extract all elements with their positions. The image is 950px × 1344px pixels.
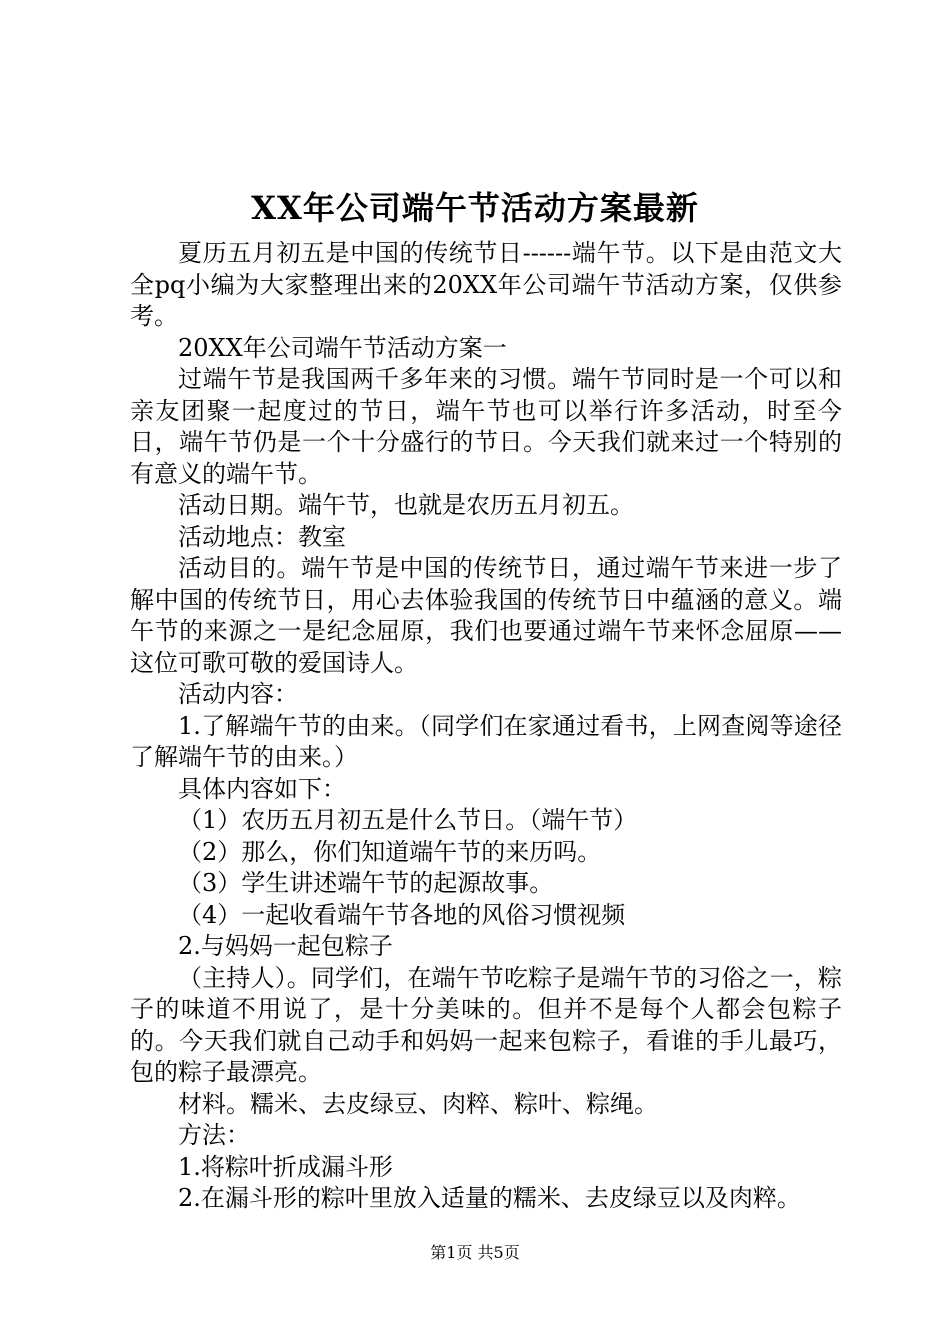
paragraph-materials: 材料。糯米、去皮绿豆、肉粹、粽叶、粽绳。 — [178, 1089, 658, 1118]
document-body — [130, 238, 842, 1215]
paragraph-method-heading: 方法： — [178, 1121, 250, 1149]
method-step: 2.在漏斗形的粽叶里放入适量的糯米、去皮绿豆以及肉粹。 — [178, 1184, 801, 1212]
paragraph-item-1: 1.了解端午节的由来。（同学们在家通过看书，上网查阅等途径了解端午节的由来。） — [130, 711, 842, 771]
paragraph-purpose: 活动目的。端午节是中国的传统节日，通过端午节来进一步了解中国的传统节日，用心去体验我国的传统节日中蕴涵的意义。端午节的来源之一是纪念屈原，我们也要通过端午节来怀念屈原——这位可歌可敬的爱国诗人。 — [130, 554, 842, 677]
paragraph-date: 活动日期。端午节，也就是农历五月初五。 — [178, 491, 634, 519]
page-footer: 第1页 共5页 — [430, 1243, 520, 1262]
paragraph-intro: 夏历五月初五是中国的传统节日------端午节。以下是由范文大全pq小编为大家整理出来的20XX年公司端午节活动方案，仅供参考。 — [130, 239, 842, 330]
paragraph-details-heading: 具体内容如下： — [178, 774, 346, 803]
paragraph-background: 过端午节是我国两千多年来的习惯。端午节同时是一个可以和亲友团聚一起度过的节日，端午节也可以举行许多活动，时至今日，端午节仍是一个十分盛行的节日。今天我们就来过一个特别的有意义的端午节。 — [130, 365, 842, 488]
method-step: 1.将粽叶折成漏斗形 — [178, 1152, 393, 1181]
document-title: XX年公司端午节活动方案最新 — [251, 189, 699, 227]
paragraph-host: （主持人）。同学们，在端午节吃粽子是端午节的习俗之一，粽子的味道不用说了，是十分美味的。但并不是每个人都会包粽子的。今天我们就自己动手和妈妈一起来包粽子，看谁的手儿最巧，包的粽子最漂亮。 — [130, 963, 842, 1086]
list-item: （4）一起收看端午节各地的风俗习惯视频 — [178, 900, 626, 929]
list-item: （2）那么，你们知道端午节的来历吗。 — [178, 837, 602, 866]
list-item: （1）农历五月初五是什么节日。（端午节） — [178, 806, 638, 834]
paragraph-location: 活动地点：教室 — [178, 522, 346, 551]
section-heading: 20XX年公司端午节活动方案一 — [178, 333, 507, 362]
paragraph-item-2: 2.与妈妈一起包粽子 — [178, 932, 393, 960]
list-item: （3）学生讲述端午节的起源故事。 — [178, 869, 554, 897]
paragraph-content-heading: 活动内容： — [178, 680, 298, 708]
